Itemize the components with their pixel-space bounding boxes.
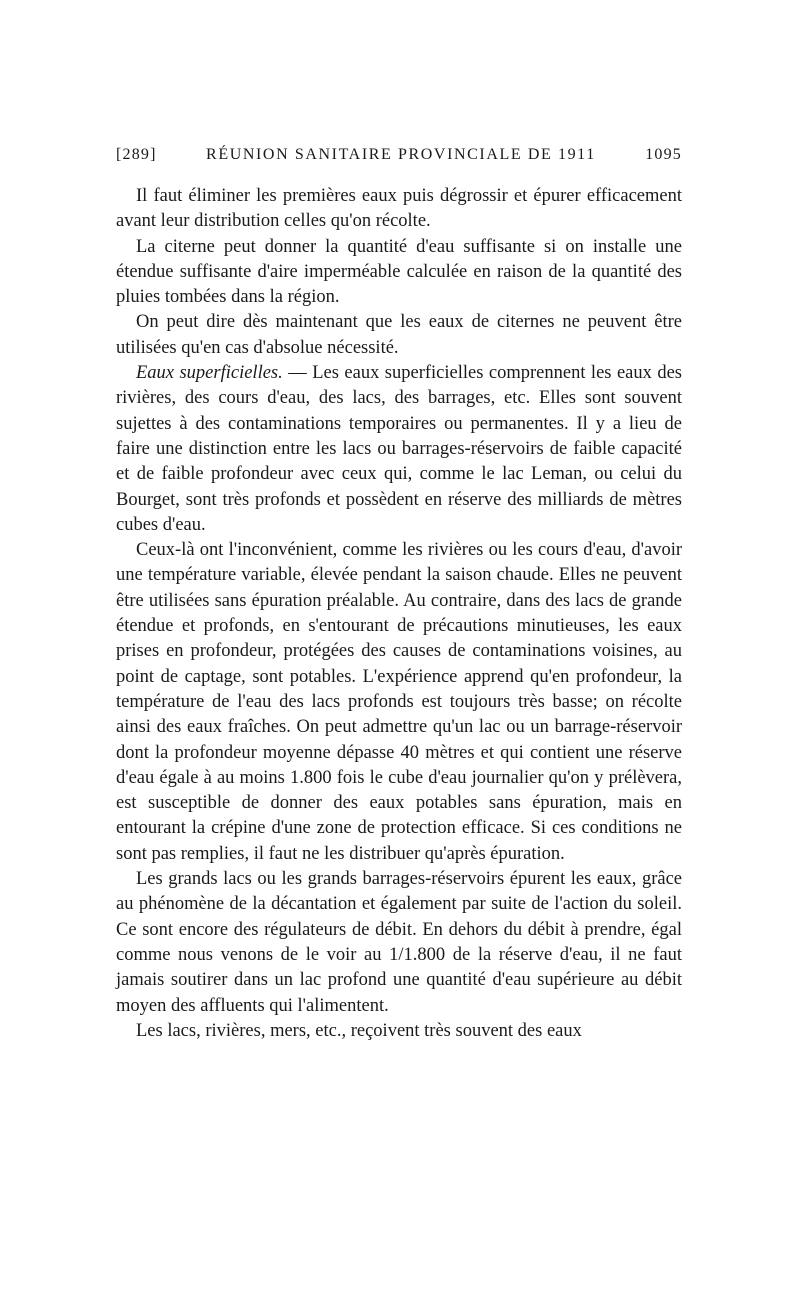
page-number: 1095 xyxy=(645,146,682,163)
paragraph: Les lacs, rivières, mers, etc., reçoivent très souvent des eaux xyxy=(136,1020,582,1041)
section-heading: Eaux superficielles. xyxy=(136,363,283,384)
paragraph: La citerne peut donner la quantité d'eau suffisante si on installe une étendue suffisante d'aire imperméable calculée en raison de la quantité des pluies tombées dans la région. xyxy=(116,236,682,308)
body-text xyxy=(116,184,682,1044)
paragraph: Ceux-là ont l'inconvénient, comme les rivières ou les cours d'eau, d'avoir une température variable, élevée pendant la saison chaude. Elles ne peuvent être utilisées sans épuration préalable. Au contraire, dans des lacs de grande étendue et profonds, en s'entourant de précautions minutieuses, les eaux prises en profondeur, protégées des causes de contaminations voisines, au point de captage, sont potables. L'expérience apprend qu'en profondeur, la température de l'eau des lacs profonds est toujours très basse; on récolte ainsi des eaux fraîches. On peut admettre qu'un lac ou un barrage-réservoir dont la profondeur moyenne dépasse 40 mètres et qui contient une réserve d'eau égale à au moins 1.800 fois le cube d'eau journalier qu'on y prélèvera, est susceptible de donner des eaux potables sans épuration, mais en entourant la crépine d'une zone de protection efficace. Si ces conditions ne sont pas remplies, il faut ne les distribuer qu'après épuration. xyxy=(116,540,682,864)
paragraph: Eaux superficielles. — Les eaux superficielles comprennent les eaux des rivières, des cours d'eau, des lacs, des barrages, etc. Elles sont souvent sujettes à des contaminations temporaires ou permanentes. Il y a lieu de faire une distinction entre les lacs ou barrages-réservoirs de faible capacité et de faible profondeur avec ceux qui, comme le lac Leman, ou celui du Bourget, sont très profonds et possèdent en réserve des milliards de mètres cubes d'eau. xyxy=(116,363,683,535)
section-number: [289] xyxy=(116,146,157,163)
book-page xyxy=(116,146,682,1044)
running-title: RÉUNION SANITAIRE PROVINCIALE DE 1911 xyxy=(206,146,596,163)
running-head xyxy=(116,146,682,170)
paragraph: Les grands lacs ou les grands barrages-réservoirs épurent les eaux, grâce au phénomène de la décantation et également par suite de l'action du soleil. Ce sont encore des régulateurs de débit. En dehors du débit à prendre, égal comme nous venons de le voir au 1/1.800 de la réserve d'eau, il ne faut jamais soutirer dans un lac profond une quantité d'eau supérieure au débit moyen des affluents qui l'alimentent. xyxy=(116,869,682,1016)
paragraph: Il faut éliminer les premières eaux puis dégrossir et épurer efficacement avant leur distribution celles qu'on récolte. xyxy=(116,186,682,232)
paragraph: On peut dire dès maintenant que les eaux de citernes ne peuvent être utilisées qu'en cas d'absolue nécessité. xyxy=(116,312,682,358)
